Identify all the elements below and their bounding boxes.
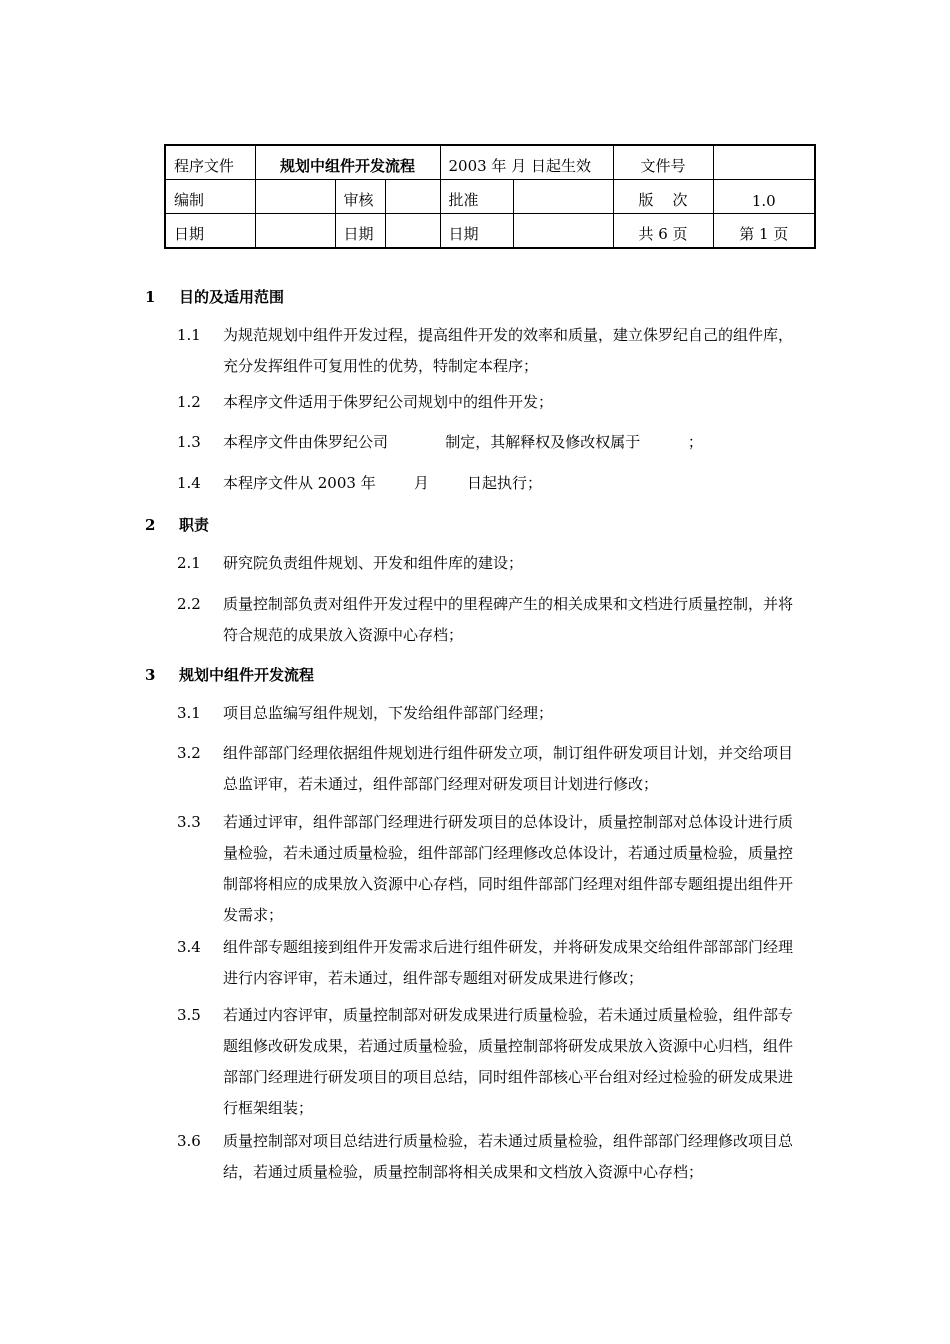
- reviewed-label: 审核: [335, 180, 385, 214]
- list-item: [177, 387, 797, 418]
- reviewed-date-value: [385, 214, 440, 249]
- current-page: 第 1 页: [713, 214, 815, 249]
- list-item: [177, 738, 797, 800]
- item-text: 组件部专题组接到组件开发需求后进行组件研发，并将研发成果交给组件部部部门经理进行内容评审，若未通过，组件部专题组对研发成果进行修改；: [223, 938, 794, 987]
- doc-title-cell: 规划中组件开发流程: [255, 145, 440, 180]
- section-title: 职责: [179, 516, 210, 534]
- item-number: 3.6: [177, 1132, 201, 1150]
- doc-number-value: [713, 145, 815, 180]
- item-number: 3.2: [177, 744, 201, 762]
- item-number: 3.3: [177, 813, 201, 831]
- header-row-3: [165, 214, 815, 249]
- list-item: [177, 468, 797, 499]
- approved-date-label: 日期: [440, 214, 513, 249]
- list-item: [177, 698, 797, 729]
- item-text: 组件部部门经理依据组件规划进行组件研发立项，制订组件研发项目计划，并交给项目总监评审，若未通过，组件部部门经理对研发项目计划进行修改；: [223, 744, 794, 793]
- approved-label: 批准: [440, 180, 513, 214]
- item-text: 若通过内容评审，质量控制部对研发成果进行质量检验，若未通过质量检验，组件部专题组修改研发成果，若通过质量检验，质量控制部将研发成果放入资源中心归档，组件部部门经理进行研发项目的项目总结，同时组件部核心平台组对经过检验的研发成果进行框架组装；: [223, 1006, 794, 1117]
- section-number: 3: [145, 666, 156, 684]
- item-number: 3.4: [177, 938, 201, 956]
- total-pages: 共 6 页: [613, 214, 713, 249]
- list-item: [177, 427, 797, 458]
- item-number: 1.4: [177, 474, 201, 492]
- item-text: 项目总监编写组件规划，下发给组件部部门经理；: [223, 704, 554, 722]
- reviewed-date-label: 日期: [335, 214, 385, 249]
- item-number: 2.2: [177, 595, 201, 613]
- item-text: 本程序文件适用于侏罗纪公司规划中的组件开发；: [223, 393, 554, 411]
- approved-value: [513, 180, 613, 214]
- list-item: [177, 1126, 797, 1188]
- section-heading: [145, 286, 284, 307]
- prepared-date-label: 日期: [165, 214, 255, 249]
- item-text: 研究院负责组件规划、开发和组件库的建设；: [223, 554, 524, 572]
- list-item: [177, 1000, 797, 1124]
- item-number: 1.1: [177, 326, 201, 344]
- header-row-1: [165, 145, 815, 180]
- prepared-date-value: [255, 214, 335, 249]
- version-value: 1.0: [713, 180, 815, 214]
- item-text: 质量控制部对项目总结进行质量检验，若未通过质量检验，组件部部门经理修改项目总结，若通过质量检验，质量控制部将相关成果和文档放入资源中心存档；: [223, 1132, 794, 1181]
- section-title: 规划中组件开发流程: [179, 666, 315, 684]
- item-text: 若通过评审，组件部部门经理进行研发项目的总体设计，质量控制部对总体设计进行质量检验，若未通过质量检验，组件部部门经理修改总体设计，若通过质量检验，质量控制部将相应的成果放入资源中心存档，同时组件部部门经理对组件部专题组提出组件开发需求；: [223, 813, 794, 924]
- section-heading: [145, 664, 314, 685]
- prepared-value: [255, 180, 335, 214]
- list-item: [177, 320, 797, 382]
- doc-type-cell: 程序文件: [165, 145, 255, 180]
- header-row-2: [165, 180, 815, 214]
- document-header-table: [164, 144, 816, 249]
- section-title: 目的及适用范围: [179, 288, 285, 306]
- list-item: [177, 548, 797, 579]
- item-number: 3.1: [177, 704, 201, 722]
- item-text: 本程序文件由侏罗纪公司 制定，其解释权及修改权属于 ；: [223, 433, 703, 451]
- item-text: 为规范规划中组件开发过程，提高组件开发的效率和质量，建立侏罗纪自己的组件库，充分发挥组件可复用性的优势，特制定本程序；: [223, 326, 794, 375]
- reviewed-value: [385, 180, 440, 214]
- section-number: 2: [145, 516, 156, 534]
- item-text: 质量控制部负责对组件开发过程中的里程碑产生的相关成果和文档进行质量控制，并将符合规范的成果放入资源中心存档；: [223, 595, 794, 644]
- list-item: [177, 589, 797, 651]
- item-number: 1.2: [177, 393, 201, 411]
- section-heading: [145, 514, 209, 535]
- item-number: 1.3: [177, 433, 201, 451]
- section-number: 1: [145, 288, 156, 306]
- item-number: 3.5: [177, 1006, 201, 1024]
- prepared-label: 编制: [165, 180, 255, 214]
- item-text: 本程序文件从 2003 年 月 日起执行；: [223, 474, 543, 492]
- doc-number-label: 文件号: [613, 145, 713, 180]
- item-number: 2.1: [177, 554, 201, 572]
- approved-date-value: [513, 214, 613, 249]
- version-label: 版 次: [613, 180, 713, 214]
- list-item: [177, 807, 797, 931]
- list-item: [177, 932, 797, 994]
- effective-date-cell: 2003 年 月 日起生效: [440, 145, 613, 180]
